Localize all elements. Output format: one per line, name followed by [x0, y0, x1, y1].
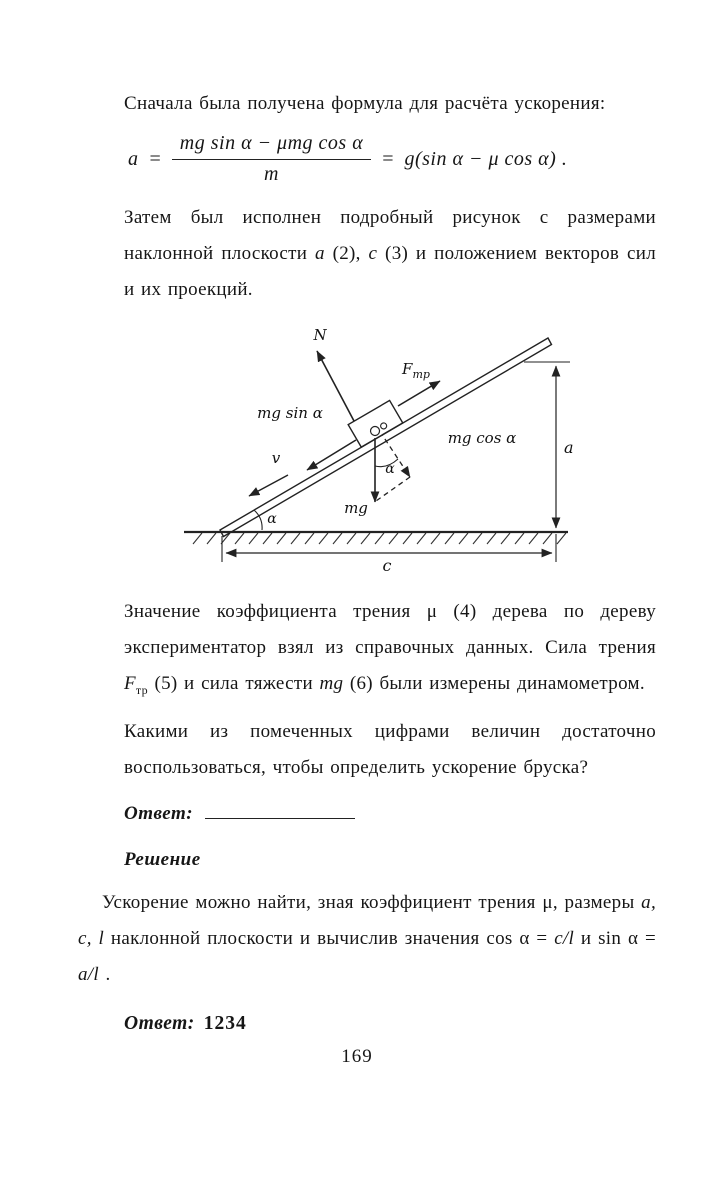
incline-diagram [170, 322, 656, 578]
cos-expression: cos α = [486, 927, 555, 949]
text-run: (5) и сила тяжести [147, 673, 320, 694]
base-label: c [382, 556, 392, 575]
equals-sign: = [382, 147, 394, 170]
text-run: . [98, 963, 111, 985]
dimension-a-symbol: a [315, 243, 325, 264]
figure-description-paragraph [124, 200, 656, 308]
final-answer-value: 1234 [203, 1012, 247, 1034]
answer-line [124, 798, 656, 825]
formula-lhs: a [128, 147, 139, 170]
dimensions-symbols: a, c, l [78, 891, 656, 949]
equals-sign: = [149, 147, 161, 170]
answer-label: Ответ: [124, 802, 194, 824]
page-number: 169 [341, 1046, 373, 1067]
projection-parallelogram-dashed [376, 477, 410, 501]
velocity-label: v [271, 449, 281, 467]
formula-fraction [172, 132, 371, 186]
text-run: (3) и положением векторов сил и их проекций. [124, 243, 656, 300]
intro-paragraph: Сначала была получена формула для расчёта ускорения: [124, 93, 606, 114]
text-run: Затем был исполнен подробный рисунок с размерами наклонной плоскости [124, 207, 656, 264]
text-run: (2), [324, 243, 369, 264]
solution-heading: Решение [124, 848, 201, 870]
alpha-block-label: α [385, 461, 395, 477]
text-run: Ускорение можно найти, зная коэффициент трения μ, размеры [102, 891, 642, 913]
ground-hatching [193, 533, 566, 544]
weight-symbol: mg [319, 673, 344, 694]
normal-force-label: N [313, 326, 327, 344]
weight-label: mg [344, 499, 368, 517]
text-run: (6) были измерены динамометром. [343, 673, 645, 694]
sin-expression: sin α = [598, 927, 656, 949]
question-paragraph: Какими из помеченных цифрами величин достаточно воспользоваться, чтобы определить ускорение бруска? [124, 720, 656, 778]
mg-sin-label: mg sin α [257, 404, 323, 422]
answer-blank [205, 798, 355, 819]
solution-paragraph [78, 885, 656, 993]
sin-ratio: a/l [78, 963, 99, 985]
formula-denominator: m [264, 163, 279, 185]
friction-force-arrow [398, 381, 440, 406]
cos-ratio: c/l [554, 927, 575, 949]
dimension-c-symbol: c [368, 243, 378, 264]
friction-symbol-subscript: тр [135, 682, 148, 697]
formula-rhs: g(sin α − μ cos α) . [404, 147, 568, 170]
acceleration-formula [128, 132, 656, 186]
final-answer-label: Ответ: [124, 1012, 195, 1034]
formula-numerator: mg sin α − μmg cos α [172, 132, 371, 160]
text-run: Значение коэффициента трения μ (4) дерева по дереву экспериментатор взял из справочных данных. Сила трения [124, 601, 656, 658]
height-label: a [564, 438, 574, 457]
alpha-base-label: α [267, 511, 277, 527]
mg-cos-label: mg cos α [447, 429, 517, 447]
incline-diagram-svg [170, 322, 594, 578]
text-run: и [574, 927, 599, 949]
text-run: наклонной плоскости и вычислив значения [104, 927, 487, 949]
friction-symbol: F [124, 673, 136, 694]
final-answer [124, 1013, 656, 1035]
measurement-paragraph [124, 594, 656, 708]
friction-force-label: $F_{тр}$ [402, 360, 430, 381]
